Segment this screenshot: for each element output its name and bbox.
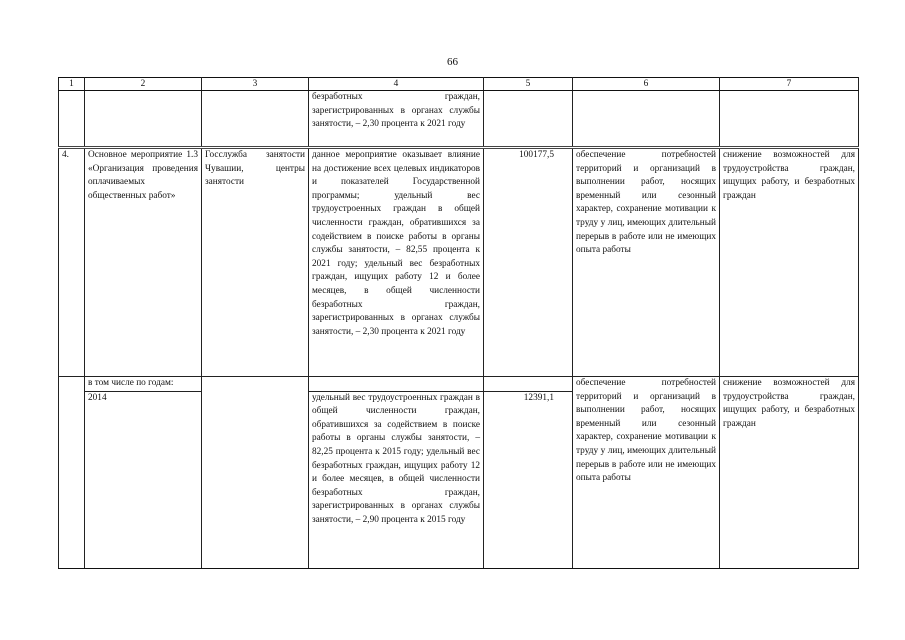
years-consequence: снижение возможностей для трудоустройства граждан, ищущих работу, и безработных граждан xyxy=(720,377,859,569)
activity-name: Основное мероприятие 1.3 «Организация проведения оплачиваемых общественных работ» xyxy=(85,148,202,377)
indicators: данное мероприятие оказывает влияние на достижение всех целевых индикаторов и показателей Государственной программы; удельный вес трудоустроенных граждан в общей численности граждан, обратившихся за содействием в поиске работы в органы службы занятости, – 82,55 процента к 2021 году; удельный вес безработных граждан, ищущих работу 12 и более месяцев, в общей численности безработных граждан, зарегистрированных в органах службы занятости, – 2,30 процента к 2021 году xyxy=(309,148,484,377)
header-col-2: 2 xyxy=(85,78,202,91)
header-col-6: 6 xyxy=(573,78,720,91)
year-indicators: удельный вес трудоустроенных граждан в общей численности граждан, обратившихся за содействием в поиске работы в органы службы занятости, – 82,25 процента к 2015 году; удельный вес безработных граждан, ищущих работу 12 и более месяцев, в общей численности безработных граждан, зарегистрированных в органах службы занятости, – 2,90 процента к 2015 году xyxy=(309,391,484,568)
header-col-5: 5 xyxy=(484,78,573,91)
consequence: снижение возможностей для трудоустройства граждан, ищущих работу, и безработных граждан xyxy=(720,148,859,377)
year-label: 2014 xyxy=(85,391,202,568)
program-table xyxy=(58,77,859,569)
page-number: 66 xyxy=(447,56,458,68)
table-row xyxy=(59,148,859,377)
by-years-row xyxy=(59,377,859,392)
header-row xyxy=(59,78,859,91)
expected-result: обеспечение потребностей территорий и организаций в выполнении работ, носящих временный или сезонный характер, сохранение мотивации к труду у лиц, имеющих длительный перерыв в работе или не имеющих опыта работы xyxy=(573,148,720,377)
continuation-indicators: безработных граждан, зарегистрированных в органах службы занятости, – 2,30 процента к 2021 году xyxy=(309,91,484,148)
header-col-1: 1 xyxy=(59,78,85,91)
executor: Госслужба занятости Чувашии, центры занятости xyxy=(202,148,309,377)
year-funding-amount: 12391,1 xyxy=(484,391,573,568)
header-col-4: 4 xyxy=(309,78,484,91)
header-col-3: 3 xyxy=(202,78,309,91)
by-years-label: в том числе по годам: xyxy=(85,377,202,392)
continuation-row xyxy=(59,91,859,148)
row-number: 4. xyxy=(59,148,85,377)
years-expected-result: обеспечение потребностей территорий и организаций в выполнении работ, носящих временный или сезонный характер, сохранение мотивации к труду у лиц, имеющих длительный перерыв в работе или не имеющих опыта работы xyxy=(573,377,720,569)
funding-amount: 100177,5 xyxy=(484,148,573,377)
header-col-7: 7 xyxy=(720,78,859,91)
